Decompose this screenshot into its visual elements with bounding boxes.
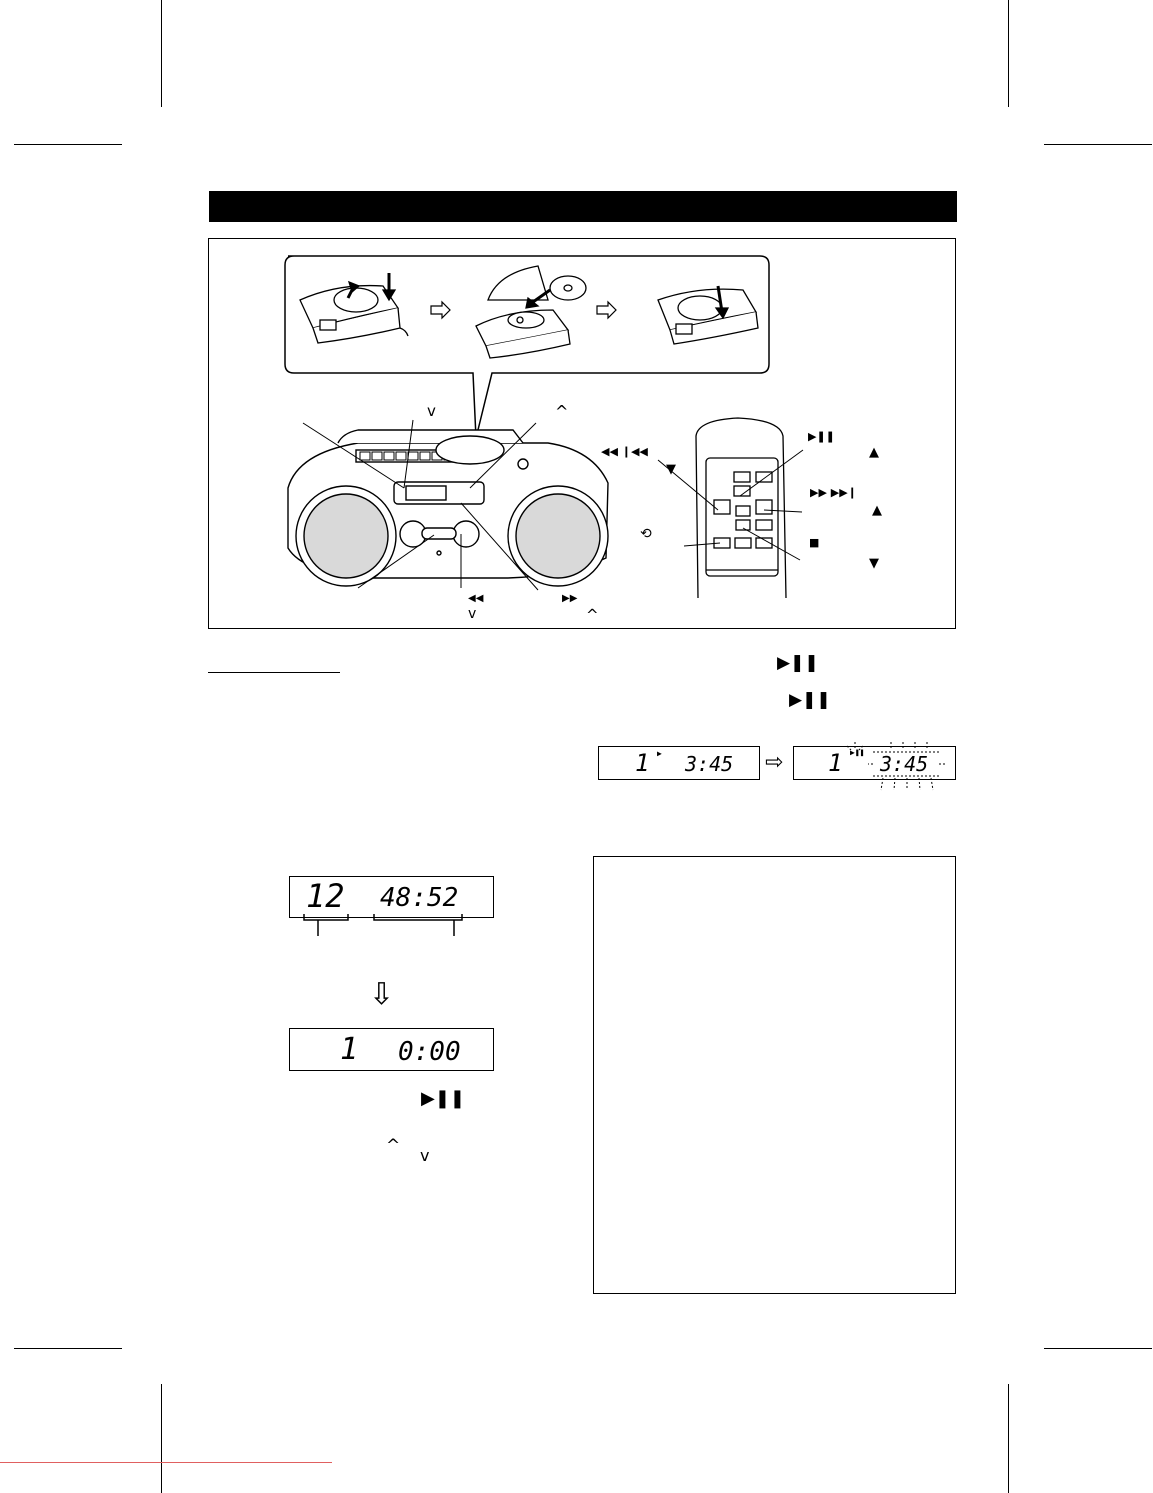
blink-marks: [793, 738, 956, 793]
play-pause-icon: ▶❚❚: [777, 653, 819, 673]
caret-down-icon: v: [427, 402, 436, 420]
display-playing: [598, 746, 760, 780]
crop-mark: [1044, 144, 1152, 145]
boombox-illustration: [288, 430, 608, 586]
arrow-right-icon: ⇨: [765, 750, 784, 775]
display-stopped: [289, 1028, 494, 1071]
display-time-blinking: 3:45: [880, 752, 929, 776]
remote-control-illustration: [696, 418, 786, 598]
display-total-tracks: 12: [306, 877, 345, 915]
pause-indicator-icon: ▶❚❚: [850, 748, 865, 757]
illustration: [208, 238, 956, 629]
skip-back-icon: ◀◀ ❙◀◀: [601, 445, 648, 458]
crop-mark: [14, 144, 122, 145]
crop-mark: [161, 1384, 162, 1493]
play-pause-icon: ▶❚❚: [808, 430, 835, 443]
caret-up-icon: ^: [586, 606, 599, 624]
play-pause-icon: ▶❚❚: [421, 1088, 466, 1109]
caret-up-icon: ^: [555, 402, 569, 421]
crop-mark: [1044, 1348, 1152, 1349]
crop-mark: [1008, 1384, 1009, 1493]
display-track-number: 1: [340, 1032, 359, 1067]
down-arrow-icon: ▼: [666, 462, 676, 477]
up-arrow-icon: ▲: [869, 445, 879, 460]
caret-up-icon: ^: [386, 1136, 401, 1156]
repeat-icon: ⟲: [640, 526, 652, 542]
display-brackets: [300, 912, 470, 942]
skip-forward-icon: ▶▶ ▶▶❙: [810, 486, 857, 499]
caret-down-icon: v: [468, 606, 477, 622]
play-indicator-icon: ▶: [657, 749, 662, 758]
rewind-icon: ◀◀: [468, 593, 484, 604]
section-header-bar: [209, 191, 957, 222]
subheading-underline: [208, 672, 340, 673]
crop-mark: [1008, 0, 1009, 107]
down-arrow-icon: ▼: [869, 556, 879, 571]
caret-down-icon: v: [420, 1146, 430, 1165]
crop-mark: [14, 1348, 122, 1349]
arrow-down-icon: ⇩: [369, 977, 395, 1012]
crop-mark: [161, 0, 162, 107]
up-arrow-icon: ▲: [872, 503, 882, 518]
display-time: 0:00: [398, 1037, 461, 1067]
play-pause-icon: ▶❚❚: [789, 690, 831, 710]
display-track-number: 1: [828, 749, 843, 777]
display-time: 3:45: [685, 752, 734, 776]
page-edge-line: [0, 1462, 332, 1463]
display-track-number: 1: [635, 749, 650, 777]
note-box: [593, 856, 956, 1294]
stop-icon: ■: [809, 536, 820, 549]
fast-forward-icon: ▶▶: [562, 593, 578, 604]
display-total-time: 48:52: [380, 883, 459, 913]
